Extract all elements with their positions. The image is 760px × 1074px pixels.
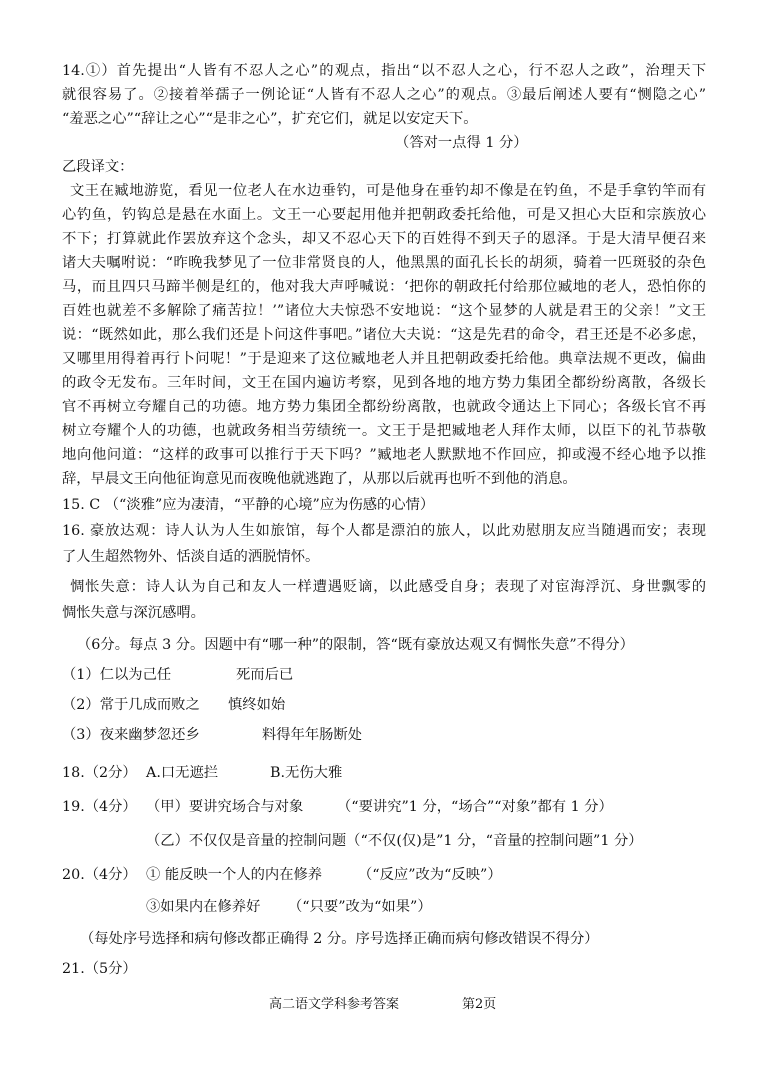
yi-line: 百姓也就差不多解除了痛苦拉！’”诸位大夫惊恐不安地说：“这个显梦的人就是君王的父亲！”文王 bbox=[62, 303, 706, 319]
q16-score-note: （6分。每点 3 分。因题中有“哪一种”的限制，答“既有豪放达观又有惆怅失意”不得分） bbox=[77, 637, 634, 653]
q17-item-2-num: （2）常于几成而败之 bbox=[62, 697, 200, 713]
yi-line: 不下；打算就此作罢放弃这个念头，却又不忍心天下的百姓得不到天子的恩泽。于是大清早便召来 bbox=[62, 231, 706, 247]
yi-line: 官不再树立夸耀自己的功德。地方势力集团全都纷纷离散，也就政令通达上下同心；各级长官不再 bbox=[62, 399, 706, 415]
q16-line-3: 惆怅失意：诗人认为自己和友人一样遭遇贬谪，以此感受自身；表现了对宦海浮沉、身世飘零的 bbox=[70, 579, 706, 595]
footer-title: 高二语文学科参考答案 bbox=[269, 997, 400, 1012]
yi-line: 地向他问道：“这样的政事可以推行于天下吗？”臧地老人默默地不作回应，抑或漫不经心地予以推 bbox=[62, 447, 706, 463]
q14-line-2: 就很容易了。②接着举孺子一例论证“人皆有不忍人之心”的观点。③最后阐述人要有“恻隐之心” bbox=[62, 87, 706, 103]
q20-a-note: （“反应”改为“反映”） bbox=[358, 867, 502, 883]
q14-line-1: 14.①）首先提出“人皆有不忍人之心”的观点，指出“以不忍人之心，行不忍人之政”，治理天下 bbox=[62, 63, 706, 79]
q19-jia: （甲）要讲究场合与对象 bbox=[146, 799, 304, 815]
yi-line: 文王在臧地游览，看见一位老人在水边垂钓，可是他身在垂钓却不像是在钓鱼，不是手拿钓竿而有 bbox=[70, 183, 706, 199]
q16-line-1: 16. 豪放达观：诗人认为人生如旅馆，每个人都是漂泊的旅人，以此劝慰朋友应当随遇而安；表现 bbox=[62, 523, 706, 539]
q17-item-1-answer: 死而后已 bbox=[236, 667, 294, 683]
q18-option-a: A.口无遮拦 bbox=[146, 765, 219, 781]
yi-line: 的政令无发布。三年时间，文王在国内遍访考察，见到各地的地方势力集团全都纷纷离散，各级长 bbox=[62, 375, 706, 391]
q14-line-3: “羞恶之心”“辞让之心”“是非之心”，扩充它们，就足以安定天下。 bbox=[62, 111, 478, 127]
q15-answer: 15. C （“淡雅”应为凄清，“平静的心境”应为伤感的心情） bbox=[62, 497, 435, 513]
yi-line: 说：“既然如此，那么我们还是卜问这件事吧。”诸位大夫说：“这是先君的命令，君王还是不必多虑， bbox=[62, 327, 706, 343]
q19-yi: （乙）不仅仅是音量的控制问题（“不仅(仅)是”1 分，“音量的控制问题”1 分） bbox=[146, 833, 643, 849]
q17-item-2-answer: 慎终如始 bbox=[228, 697, 286, 713]
q14-score: （答对一点得 1 分） bbox=[395, 135, 528, 151]
q16-line-2: 了人生超然物外、恬淡自适的洒脱情怀。 bbox=[62, 549, 320, 565]
yi-line: 树立夸耀个人的功德，也就政务相当劳绩统一。文王于是把臧地老人拜作太师，以臣下的礼节恭敬 bbox=[62, 423, 706, 439]
yi-line: 诸大夫嘱咐说：“昨晚我梦见了一位非常贤良的人，他黑黑的面孔长长的胡须，骑着一匹斑驳的杂色 bbox=[62, 255, 706, 271]
q19-jia-note: （“要讲究”1 分，“场合”“对象”都有 1 分） bbox=[337, 799, 613, 815]
q17-item-3-answer: 料得年年肠断处 bbox=[262, 727, 363, 743]
q18-label: 18.（2分） bbox=[62, 765, 137, 781]
yi-heading: 乙段译文： bbox=[62, 159, 134, 175]
q19-label: 19.（4分） bbox=[62, 799, 137, 815]
q17-item-3-num: （3）夜来幽梦忽还乡 bbox=[62, 727, 200, 743]
q16-line-4: 惆怅失意与深沉感喟。 bbox=[62, 605, 205, 621]
q20-b-note: （“只要”改为“如果”） bbox=[288, 899, 432, 915]
q21-label: 21.（5分） bbox=[62, 961, 137, 977]
yi-line: 辞，早晨文王向他征询意见而夜晚他就逃跑了，从那以后就再也听不到他的消息。 bbox=[62, 471, 577, 487]
yi-line: 马，而且四只马蹄半侧是红的，他对我大声呼喊说：‘把你的朝政托付给那位臧地的老人，恐怕你的 bbox=[62, 279, 706, 295]
q20-label: 20.（4分） bbox=[62, 867, 137, 883]
footer-page-number: 第2页 bbox=[462, 997, 497, 1012]
q18-option-b: B.无伤大雅 bbox=[270, 765, 343, 781]
q17-item-1-num: （1）仁以为己任 bbox=[62, 667, 172, 683]
yi-line: 又哪里用得着再行卜问呢！”于是迎来了这位臧地老人并且把朝政委托给他。典章法规不更改，偏曲 bbox=[62, 351, 706, 367]
q20-score-note: （每处序号选择和病句修改都正确得 2 分。序号选择正确而病句修改错误不得分） bbox=[80, 931, 599, 947]
q20-a: ① 能反映一个人的内在修养 bbox=[146, 867, 323, 883]
q20-b: ③如果内在修养好 bbox=[146, 899, 261, 915]
yi-line: 心钓鱼，钓钩总是悬在水面上。文王一心要起用他并把朝政委托给他，可是又担心大臣和宗族放心 bbox=[62, 207, 706, 223]
